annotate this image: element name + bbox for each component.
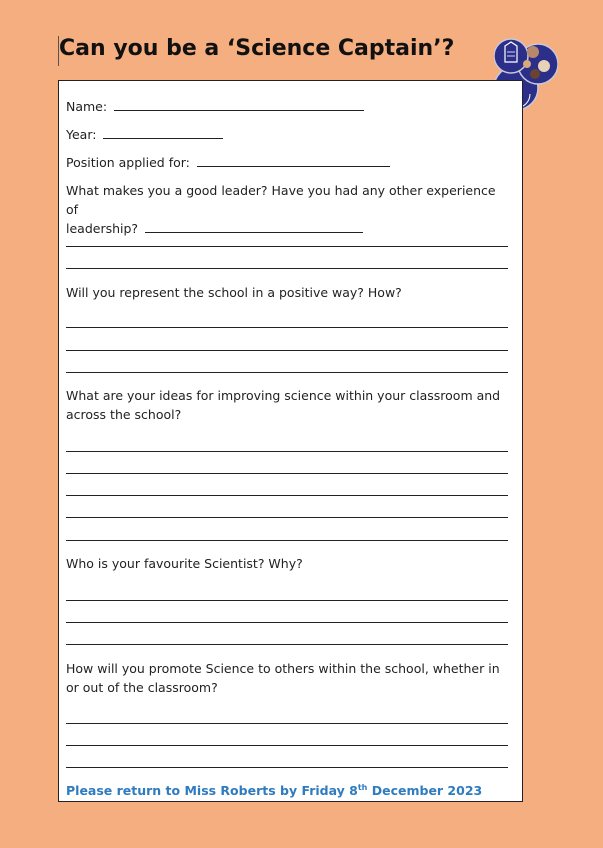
- position-label: Position applied for:: [66, 155, 190, 170]
- question-improving-science: What are your ideas for improving science within your classroom and across the school?: [66, 388, 501, 422]
- question-leadership-text: What makes you a good leader? Have you had any other experience of: [66, 183, 496, 217]
- year-input-line[interactable]: [103, 126, 223, 139]
- position-field: [66, 154, 390, 170]
- answer-line[interactable]: [66, 767, 508, 768]
- answer-line[interactable]: [66, 451, 508, 452]
- answer-line[interactable]: [66, 473, 508, 474]
- footer-text-after: December 2023: [367, 783, 483, 799]
- name-label: Name:: [66, 99, 108, 114]
- question-favourite-scientist: Who is your favourite Scientist? Why?: [66, 556, 303, 571]
- answer-line[interactable]: [66, 517, 508, 518]
- answer-line[interactable]: [66, 622, 508, 623]
- question-promote-science: How will you promote Science to others within the school, whether in or out of the classroom?: [66, 661, 500, 695]
- answer-line[interactable]: [66, 600, 508, 601]
- answer-line[interactable]: [66, 745, 508, 746]
- answer-line[interactable]: [66, 372, 508, 373]
- answer-line[interactable]: [66, 540, 508, 541]
- question-represent-school: Will you represent the school in a positive way? How?: [66, 285, 402, 300]
- footer-ordinal-suffix: th: [357, 783, 368, 792]
- answer-line[interactable]: [66, 246, 508, 247]
- page-title: Can you be a ‘Science Captain’?: [59, 36, 455, 61]
- answer-line[interactable]: [66, 350, 508, 351]
- year-field: [66, 126, 223, 142]
- application-form: [58, 80, 523, 802]
- name-input-line[interactable]: [114, 98, 364, 111]
- question-leadership-text2: leadership?: [66, 221, 139, 236]
- answer-line[interactable]: [66, 327, 508, 328]
- return-deadline-note: [66, 783, 482, 798]
- leadership-input-line[interactable]: [145, 220, 363, 233]
- answer-line[interactable]: [66, 723, 508, 724]
- position-input-line[interactable]: [197, 154, 390, 167]
- year-label: Year:: [66, 127, 97, 142]
- name-field: [66, 98, 364, 114]
- footer-text-before: Please return to Miss Roberts by Friday 8: [66, 783, 358, 799]
- answer-line[interactable]: [66, 644, 508, 645]
- answer-line[interactable]: [66, 268, 508, 269]
- answer-line[interactable]: [66, 495, 508, 496]
- question-leadership: [66, 181, 506, 238]
